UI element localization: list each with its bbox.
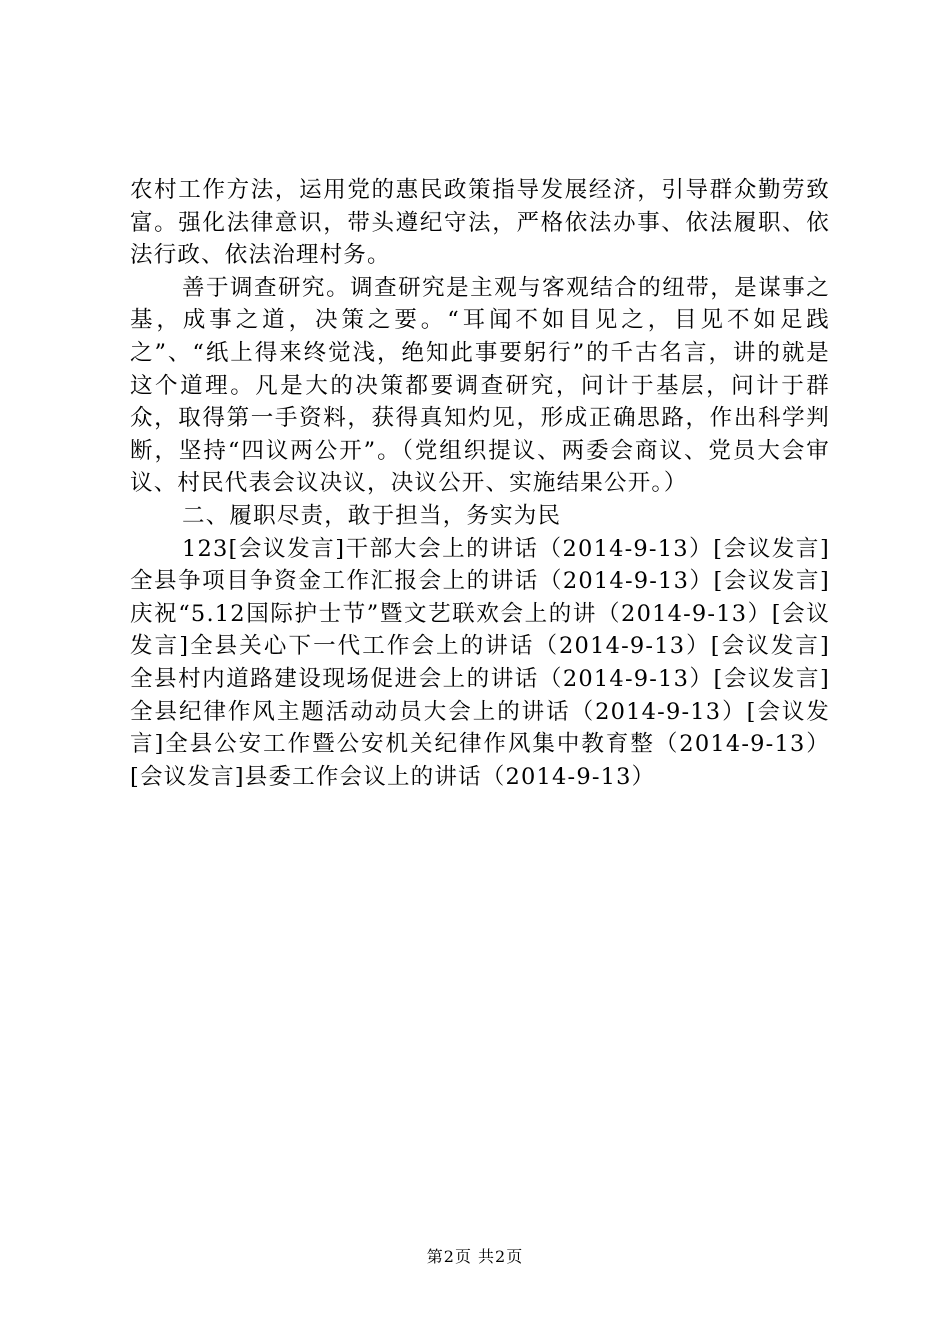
paragraph-related-speeches: 123[会议发言]干部大会上的讲话（2014-9-13）[会议发言]全县争项目争资金工作汇报会上的讲话（2014-9-13）[会议发言]庆祝“5.12国际护士节”暨文艺联欢会上的讲（2014-9-13）[会议发言]全县关心下一代工作会上的讲话（2014-9-13）[会议发言]全县村内道路建设现场促进会上的讲话（2014-9-13）[会议发言]全县纪律作风主题活动动员大会上的讲话（2014-9-13）[会议发言]全县公安工作暨公安机关纪律作风集中教育整（2014-9-13）[会议发言]县委工作会议上的讲话（2014-9-13）: [130, 535, 830, 790]
paragraph-investigation-research: 善于调查研究。调查研究是主观与客观结合的纽带，是谋事之基，成事之道，决策之要。“耳闻不如目见之，目见不如足践之”、“纸上得来终觉浅，绝知此事要躬行”的千古名言，讲的就是这个道理。凡是大的决策都要调查研究，问计于基层，问计于群众，取得第一手资料，获得真知灼见，形成正确思路，作出科学判断，坚持“四议两公开”。（党组织提议、两委会商议、党员大会审议、村民代表会议决议，决议公开、实施结果公开。）: [130, 274, 830, 497]
paragraph-village-work-methods: 农村工作方法，运用党的惠民政策指导发展经济，引导群众勤劳致富。强化法律意识，带头遵纪守法，严格依法办事、依法履职、依法行政、依法治理村务。: [130, 177, 830, 269]
document-body: [130, 174, 830, 793]
section-heading-duty: 二、履职尽责，敢于担当，务实为民: [182, 502, 562, 529]
page-number-footer: 第2页 共2页: [426, 1247, 524, 1266]
